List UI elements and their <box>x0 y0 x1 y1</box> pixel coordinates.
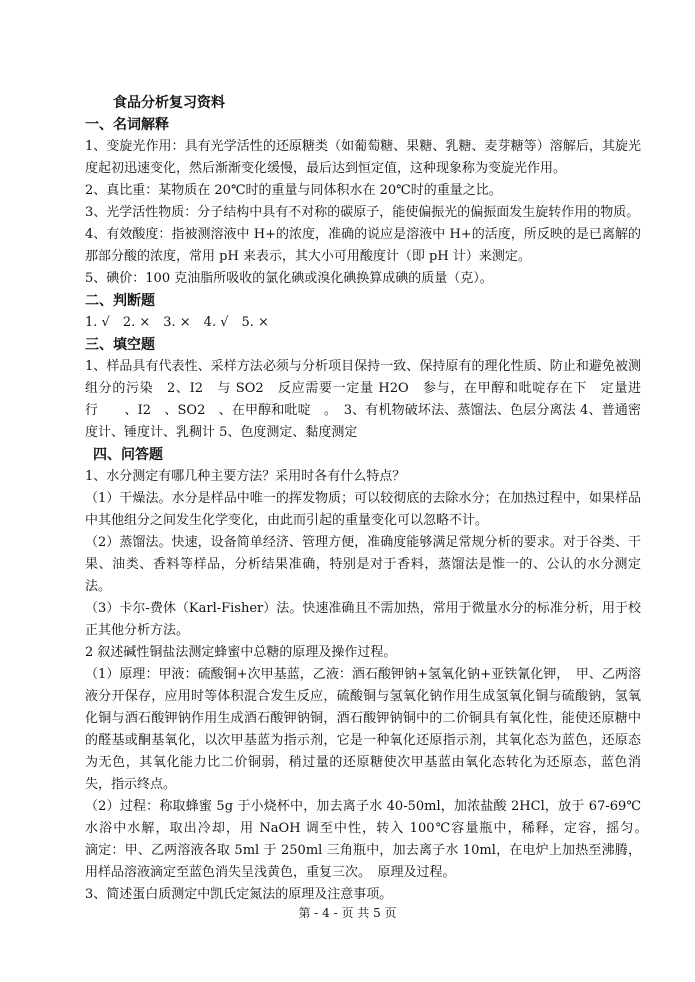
true-false-answers: 1. √ 2. × 3. × 4. √ 5. × <box>85 315 269 330</box>
document-title: 食品分析复习资料 <box>113 95 225 111</box>
qa-answer: （1）原理：甲液：硫酸铜+次甲基蓝，乙液：酒石酸钾钠+氢氧化钠+亚铁氰化钾， 甲、乙两溶液分开保存，应用时等体积混合发生反应，硫酸铜与氢氧化钠作用生成氢氧化铜与硫酸钠，氢氧化铜与酒石酸钾钠作用生成酒石酸钾钠铜，酒石酸钾钠铜中的二价铜具有氧化性，能使还原糖中的醛基或酮基氧化，以次甲基蓝为指示剂，它是一种氧化还原指示剂，其氧化态为蓝色，还原态为无色，其氧化能力比二价铜弱，稍过量的还原糖使次甲基蓝由氧化态转化为还原态，蓝色消失，指示终点。 <box>85 667 641 792</box>
qa-answer: （3）卡尔-费休（Karl-Fisher）法。快速准确且不需加热，常用于微量水分的标准分析，用于校正其他分析方法。 <box>85 601 641 638</box>
qa-answer: （2）蒸馏法。快速，设备简单经济、管理方便，准确度能够满足常规分析的要求。对于谷类、干果、油类、香料等样品，分析结果准确，特别是对于香料，蒸馏法是惟一的、公认的水分测定法。 <box>85 535 641 594</box>
term-item: 1、变旋光作用：具有光学活性的还原糖类（如葡萄糖、果糖、乳糖、麦芽糖等）溶解后，其旋光度起初迅速变化，然后渐渐变化缓慢，最后达到恒定值，这种现象称为变旋光作用。 <box>85 139 641 176</box>
qa-question: 1、水分测定有哪几种主要方法？采用时各有什么特点？ <box>85 469 406 484</box>
fill-blank-answers: 1、样品具有代表性、采样方法必须与分析项目保持一致、保持原有的理化性质、防止和避免被测组分的污染 2、I2 与 SO2 反应需要一定量 H2O 参与，在甲醇和吡啶存在下 定量进行 、I2 、SO2 、在甲醇和吡啶 。 3、有机物破坏法、蒸馏法、色层分离法 4、普通密度计、锤度计、乳稠计 5、色度测定、黏度测定 <box>85 359 641 440</box>
document-page <box>85 92 694 906</box>
section-heading-fill-blank: 三、填空题 <box>85 337 155 353</box>
qa-question: 2 叙述碱性铜盐法测定蜂蜜中总糖的原理及操作过程。 <box>85 645 397 660</box>
qa-answer: （2）过程：称取蜂蜜 5g 于小烧杯中，加去离子水 40-50ml，加浓盐酸 2HCl，放于 67-69℃水浴中水解，取出冷却，用 NaOH 调至中性，转入 100℃容量瓶中，稀释，定容，摇匀。 滴定：甲、乙两溶液各取 5ml 于 250ml 三角瓶中，加去离子水 10ml，在电炉上加热至沸腾，用样品溶液滴定至蓝色消失呈浅黄色，重复三次。 原理及过程。 <box>85 799 694 880</box>
term-item: 4、有效酸度：指被测溶液中 H+的浓度，准确的说应是溶液中 H+的活度，所反映的是已离解的那部分酸的浓度，常用 pH 来表示，其大小可用酸度计（即 pH 计）来测定。 <box>85 227 641 264</box>
qa-answer: （1）干燥法。水分是样品中唯一的挥发物质；可以较彻底的去除水分；在加热过程中，如果样品中其他组分之间发生化学变化，由此而引起的重量变化可以忽略不计。 <box>85 491 641 528</box>
section-heading-true-false: 二、判断题 <box>85 293 155 309</box>
page-footer: 第 - 4 - 页 共 5 页 <box>298 906 397 920</box>
term-item: 3、光学活性物质：分子结构中具有不对称的碳原子，能使偏振光的偏振面发生旋转作用的物质。 <box>85 205 640 220</box>
section-heading-terms: 一、名词解释 <box>85 117 169 133</box>
term-item: 5、碘价：100 克油脂所吸收的氯化碘或溴化碘换算成碘的质量（克）。 <box>85 271 493 286</box>
qa-question: 3、简述蛋白质测定中凯氏定氮法的原理及注意事项。 <box>85 887 393 902</box>
term-item: 2、真比重：某物质在 20℃时的重量与同体积水在 20℃时的重量之比。 <box>85 183 502 198</box>
section-heading-qa: 四、问答题 <box>93 447 163 463</box>
